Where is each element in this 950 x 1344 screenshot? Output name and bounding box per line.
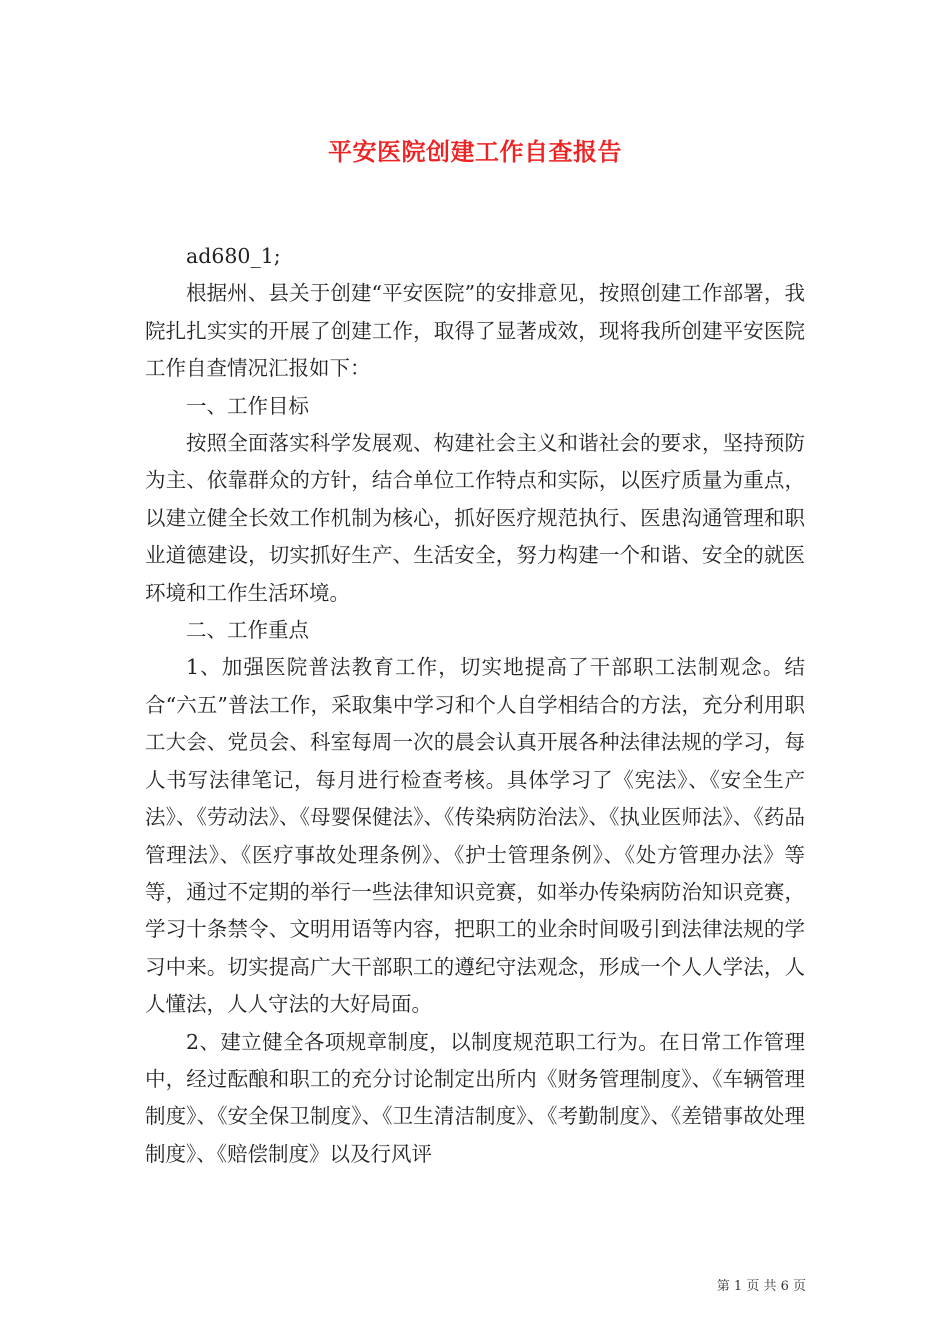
- document-code: ad680_1;: [186, 244, 281, 268]
- document-body: [145, 238, 805, 1173]
- paragraph-work-goal: 按照全面落实科学发展观、构建社会主义和谐社会的要求，坚持预防为主、依靠群众的方针，结合单位工作特点和实际，以医疗质量为重点，以建立健全长效工作机制为核心，抓好医疗规范执行、医患沟通管理和职业道德建设，切实抓好生产、生活安全，努力构建一个和谐、安全的就医环境和工作生活环境。: [145, 431, 805, 605]
- paragraph-focus-2: 2、建立健全各项规章制度，以制度规范职工行为。在日常工作管理中，经过酝酿和职工的充分讨论制定出所内《财务管理制度》、《车辆管理制度》、《安全保卫制度》、《卫生清洁制度》、《考勤制度》、《差错事故处理制度》、《赔偿制度》以及行风评: [145, 1029, 805, 1166]
- paragraph-intro: 根据州、县关于创建“平安医院”的安排意见，按照创建工作部署，我院扎扎实实的开展了创建工作，取得了显著成效，现将我所创建平安医院工作自查情况汇报如下：: [145, 281, 805, 381]
- heading-work-focus: 二、工作重点: [186, 618, 309, 643]
- heading-work-goal: 一、工作目标: [186, 393, 309, 418]
- page-number: 第 1 页 共 6 页: [716, 1279, 806, 1294]
- document-title: 平安医院创建工作自查报告: [328, 137, 622, 166]
- paragraph-focus-1: 1、加强医院普法教育工作，切实地提高了干部职工法制观念。结合“六五”普法工作，采取集中学习和个人自学相结合的方法，充分利用职工大会、党员会、科室每周一次的晨会认真开展各种法律法规的学习，每人书写法律笔记，每月进行检查考核。具体学习了《宪法》、《安全生产法》、《劳动法》、《母婴保健法》、《传染病防治法》、《执业医师法》、《药品管理法》、《医疗事故处理条例》、《护士管理条例》、《处方管理办法》等等，通过不定期的举行一些法律知识竞赛，如举办传染病防治知识竞赛，学习十条禁令、文明用语等内容，把职工的业余时间吸引到法律法规的学习中来。切实提高广大干部职工的遵纪守法观念，形成一个人人学法，人人懂法，人人守法的大好局面。: [145, 655, 805, 1017]
